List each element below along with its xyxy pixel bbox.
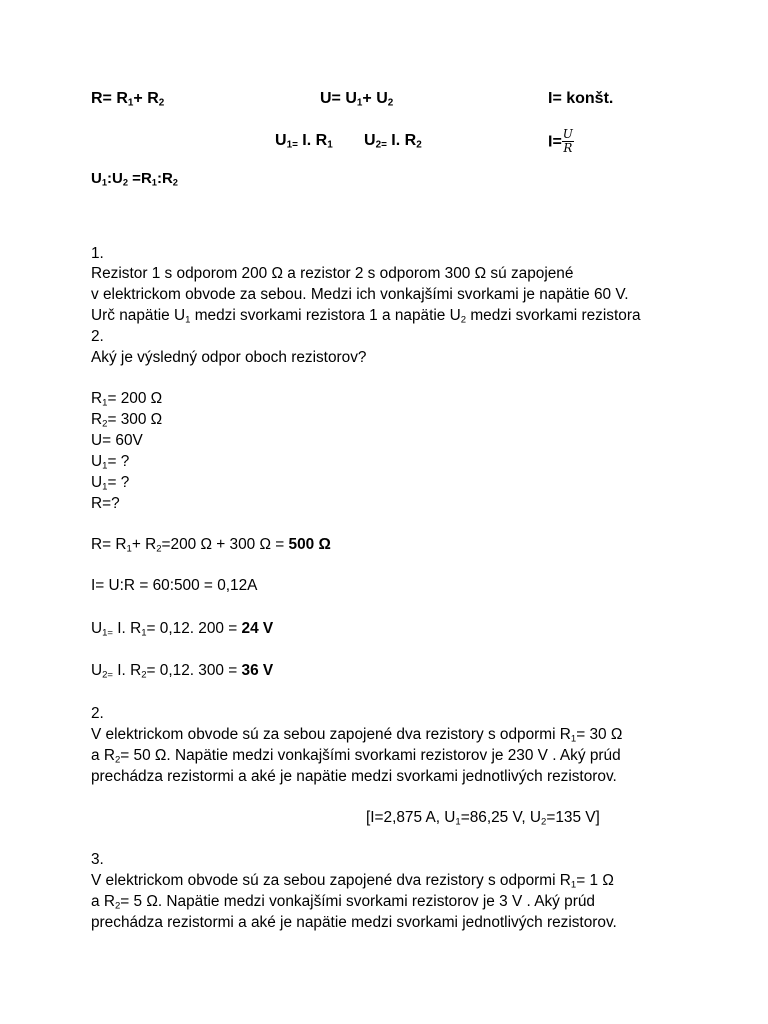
formula-voltage-ratio: $U_1:U_2$ $=R_1:R_2$	[91, 170, 178, 188]
problem1-text-line3: Urč napätie $U_1$ medzi svorkami rezistora 1 a napätie $U_2$ medzi svorkami rezistora	[91, 307, 641, 326]
given-r1: $R_1= 200$ Ω	[91, 390, 163, 409]
problem2-text-line3: prechádza rezistormi a aké je napätie medzi svorkami jednotlivých rezistorov.	[91, 768, 617, 785]
given-r2: $R_2= 300$ Ω	[91, 411, 163, 430]
solution-resistance: $R= R_1+ R_2=200$ Ω + 300 Ω = 500 Ω	[91, 536, 331, 555]
problem1-text-line4: 2.	[91, 328, 104, 345]
problem3-number: 3.	[91, 851, 104, 868]
problem1-question: Aký je výsledný odpor oboch rezistorov?	[91, 349, 367, 366]
solution-u1: $U_{1=}$ I. $R_1= 0,12$. 200 = 24 V	[91, 620, 274, 639]
problem1-text-line1: Rezistor 1 s odporom 200 Ω a rezistor 2 s odporom 300 Ω sú zapojené	[91, 265, 574, 282]
problem1-number: 1.	[91, 245, 104, 262]
problem3-text-line1: V elektrickom obvode sú za sebou zapojené dva rezistory s odpormi $R_1= 1$ Ω	[91, 872, 614, 891]
problem3-text-line3: prechádza rezistormi a aké je napätie medzi svorkami jednotlivých rezistorov.	[91, 914, 617, 931]
problem3-text-line2: a $R_2= 5$ Ω. Napätie medzi vonkajšími svorkami rezistorov je 3 V . Aký prúd	[91, 893, 595, 912]
formula-total-resistance: $R= R_1+ R_2$	[91, 90, 165, 109]
unknown-u1-second: $U_1=$ ?	[91, 474, 130, 493]
problem2-answer: [I=2,875 A, $U_1=86,25$ V, $U_2=135$ V]	[366, 809, 600, 828]
given-u: U= 60V	[91, 432, 143, 449]
problem2-text-line1: V elektrickom obvode sú za sebou zapojené dva rezistory s odpormi $R_1= 30$ Ω	[91, 726, 623, 745]
solution-u2: $U_{2=}$ I. $R_2= 0,12$. 300 = 36 V	[91, 662, 274, 681]
problem2-text-line2: a $R_2= 50$ Ω. Napätie medzi vonkajšími svorkami rezistorov je 230 V . Aký prúd	[91, 747, 621, 766]
formula-current-fraction: I= $\frac{U}{R}$	[548, 127, 573, 155]
formula-u2: $U_{2=}$ I. $R_2$	[364, 132, 422, 151]
problem1-text-line2: v elektrickom obvode za sebou. Medzi ich vonkajšími svorkami je napätie 60 V.	[91, 286, 629, 303]
problem2-number: 2.	[91, 705, 104, 722]
fraction-u-over-r: $\frac{U}{R}$	[562, 127, 573, 155]
unknown-u1: $U_1=$ ?	[91, 453, 130, 472]
unknown-r: R=?	[91, 495, 120, 512]
formula-constant-current: I= konšt.	[548, 90, 614, 107]
formula-total-voltage: $U= U_1+ U_2$	[320, 90, 394, 109]
solution-current: I= U:R = 60:500 = 0,12A	[91, 577, 258, 594]
formula-u1: $U_{1=}$ I. $R_1$	[275, 132, 333, 151]
